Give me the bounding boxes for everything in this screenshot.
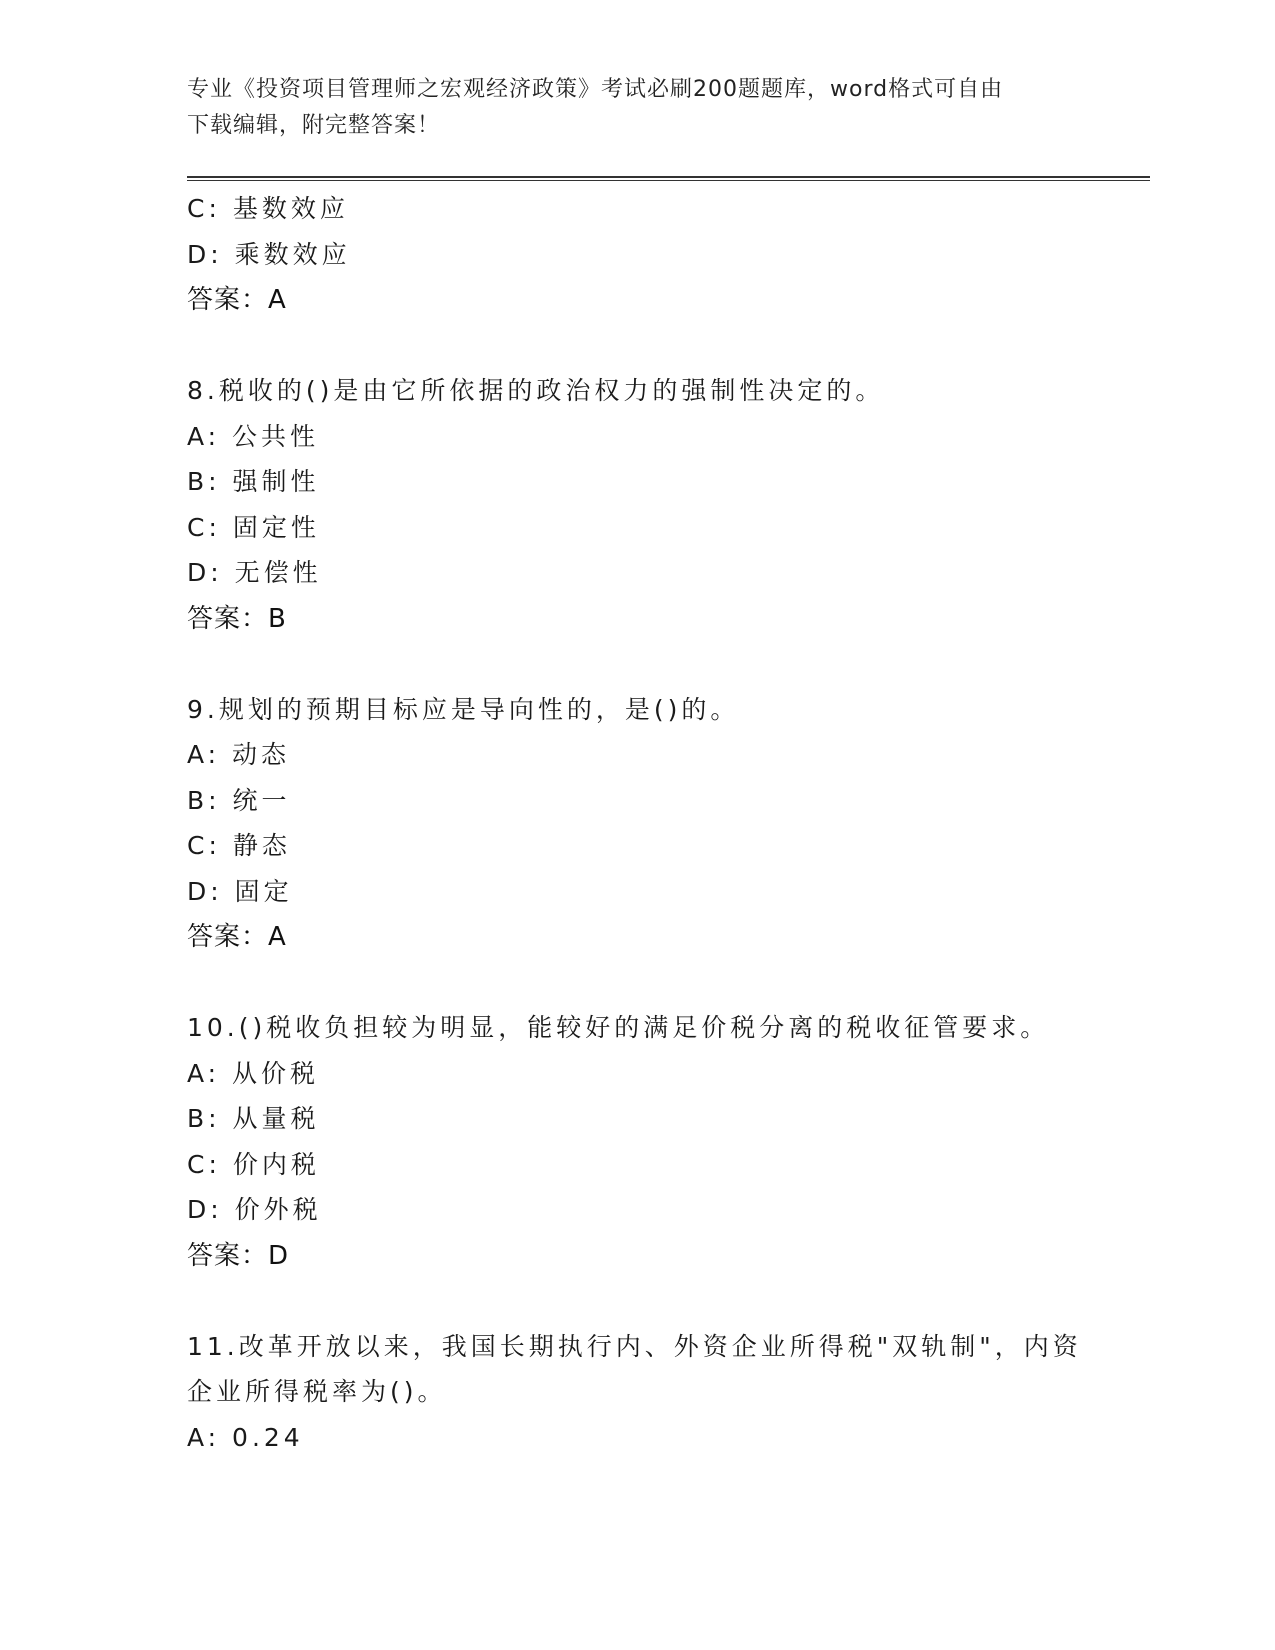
option-a: A: 动态: [187, 740, 291, 769]
answer-line: 答案：A: [187, 922, 287, 952]
option-c: C: 价内税: [187, 1149, 320, 1179]
question-stem-line-2: 企业所得税率为()。: [187, 1377, 447, 1406]
header-divider: [187, 176, 1150, 181]
question-9: [187, 687, 1087, 961]
option-b: B: 强制性: [187, 467, 320, 496]
page-header: [187, 72, 1077, 144]
question-7-continued: [187, 186, 1087, 323]
question-stem: 9.规划的预期目标应是导向性的，是()的。: [187, 694, 740, 724]
header-line-2: 下载编辑，附完整答案！: [187, 113, 441, 138]
question-8: [187, 368, 1087, 642]
option-b: B: 从量税: [187, 1104, 320, 1133]
option-b: B: 统一: [187, 785, 291, 815]
answer-line: 答案：A: [187, 285, 287, 315]
question-list: [187, 186, 1087, 1460]
option-d: D: 乘数效应: [187, 239, 351, 269]
question-stem-line-1: 11.改革开放以来，我国长期执行内、外资企业所得税"双轨制"，内资: [187, 1331, 1082, 1361]
question-stem: 8.税收的()是由它所依据的政治权力的强制性决定的。: [187, 376, 885, 405]
option-d: D: 固定: [187, 876, 293, 906]
option-a: A: 从价税: [187, 1058, 320, 1088]
option-a: A: 0.24: [187, 1422, 304, 1452]
option-c: C: 基数效应: [187, 194, 349, 223]
option-a: A: 公共性: [187, 421, 320, 451]
option-c: C: 静态: [187, 831, 291, 860]
option-c: C: 固定性: [187, 512, 320, 542]
option-d: D: 价外税: [187, 1195, 322, 1224]
question-11: [187, 1324, 1087, 1461]
header-line-1: 专业《投资项目管理师之宏观经济政策》考试必刷200题题库，word格式可自由: [187, 77, 1004, 102]
question-stem: 10.()税收负担较为明显，能较好的满足价税分离的税收征管要求。: [187, 1013, 1050, 1042]
option-d: D: 无偿性: [187, 558, 322, 587]
answer-line: 答案：D: [187, 1240, 290, 1271]
question-10: [187, 1005, 1087, 1279]
answer-line: 答案：B: [187, 603, 287, 634]
